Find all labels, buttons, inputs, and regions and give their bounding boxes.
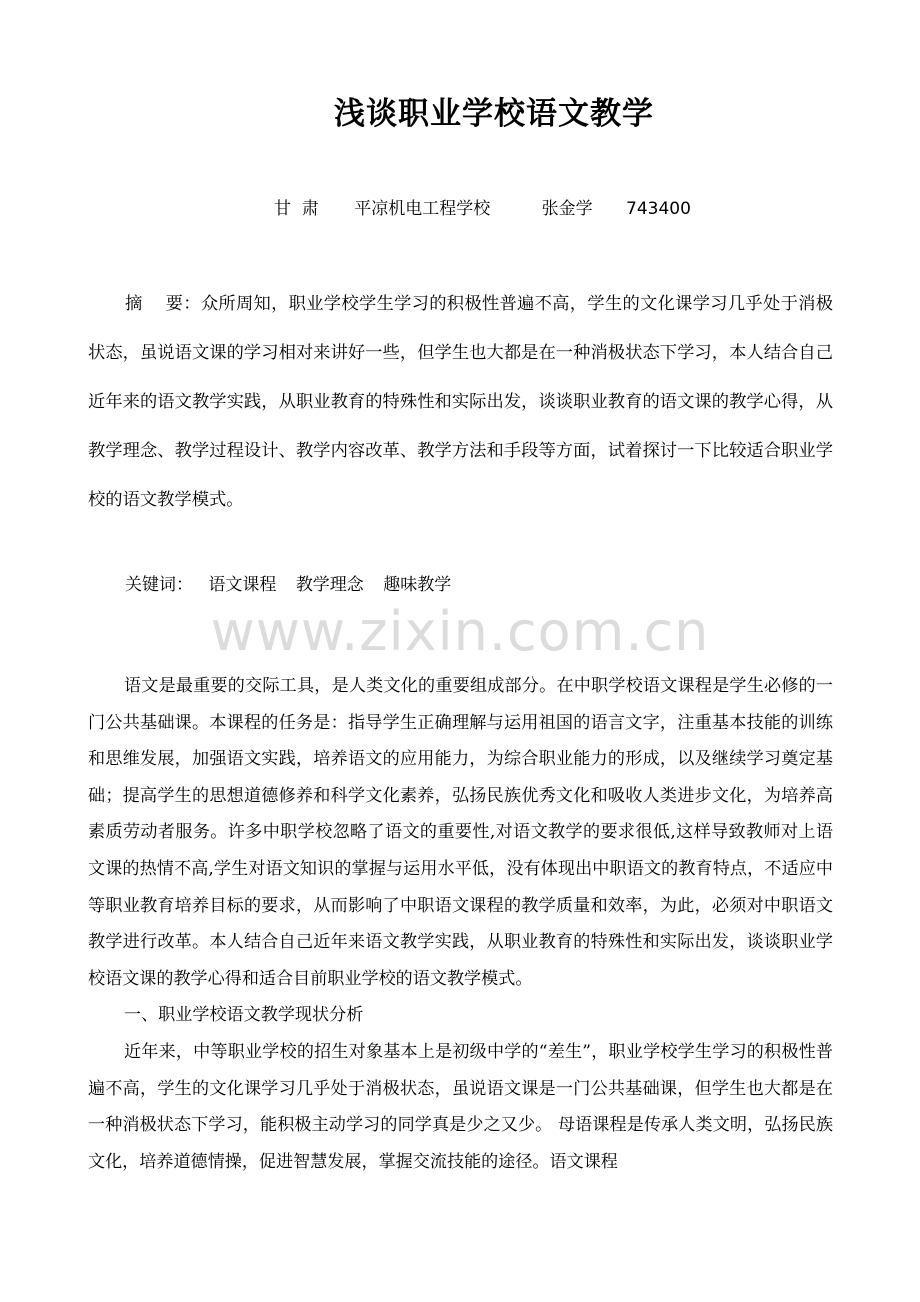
byline-postcode: 743400 [626, 199, 691, 219]
abstract-label: 摘 要： [125, 294, 201, 314]
keywords [125, 570, 465, 595]
abstract-text: 众所周知，职业学校学生学习的积极性普遍不高，学生的文化课学习几乎处于消极状态，虽说语文课的学习相对来讲好一些，但学生也大都是在一种消极状态下学习，本人结合自己近年来的语文教学实践，从职业教育的特殊性和实际出发，谈谈职业教育的语文课的教学心得，从教学理念、教学过程设计、教学内容改革、教学方法和手段等方面，试着探讨一下比较适合职业学校的语文教学模式。 [88, 294, 833, 510]
keyword-item: 语文课程 [208, 575, 277, 595]
section-heading: 一、职业学校语文教学现状分析 [124, 1005, 364, 1026]
keyword-item: 趣味教学 [383, 575, 452, 595]
byline-author: 张金学 [541, 199, 593, 219]
keyword-item: 教学理念 [295, 575, 364, 595]
body-paragraph: 近年来，中等职业学校的招生对象基本上是初级中学的“差生”，职业学校学生学习的积极性普遍不高，学生的文化课学习几乎处于消极状态，虽说语文课是一门公共基础课，但学生也大都是在一种消极状态下学习，能积极主动学习的同学真是少之又少。 母语课程是传承人类文明，弘扬民族文化，培养道德情操，促进智慧发展，掌握交流技能的途径。语文课程 [88, 1041, 833, 1172]
byline-province: 甘 肃 [274, 199, 319, 219]
site-watermark: www.zixin.com.cn [210, 600, 710, 663]
body-text [88, 668, 833, 1180]
document-title: 浅谈职业学校语文教学 [334, 96, 654, 132]
author-byline [274, 194, 691, 219]
byline-school: 平凉机电工程学校 [354, 199, 491, 219]
body-paragraph: 语文是最重要的交际工具，是人类文化的重要组成部分。在中职学校语文课程是学生必修的一门公共基础课。本课程的任务是：指导学生正确理解与运用祖国的语言文字，注重基本技能的训练和思维发展，加强语文实践，培养语文的应用能力，为综合职业能力的形成，以及继续学习奠定基础；提高学生的思想道德修养和科学文化素养，弘扬民族优秀文化和吸收人类进步文化，为培养高素质劳动者服务。许多中职学校忽略了语文的重要性,对语文教学的要求很低,这样导致教师对上语文课的热情不高,学生对语文知识的掌握与运用水平低，没有体现出中职语文的教育特点，不适应中等职业教育培养目标的要求，从而影响了中职语文课程的教学质量和效率，为此，必须对中职语文教学进行改革。本人结合自己近年来语文教学实践，从职业教育的特殊性和实际出发，谈谈职业学校语文课的教学心得和适合目前职业学校的语文教学模式。 [88, 676, 833, 989]
keywords-label: 关键词： [125, 575, 193, 595]
abstract [88, 280, 833, 525]
